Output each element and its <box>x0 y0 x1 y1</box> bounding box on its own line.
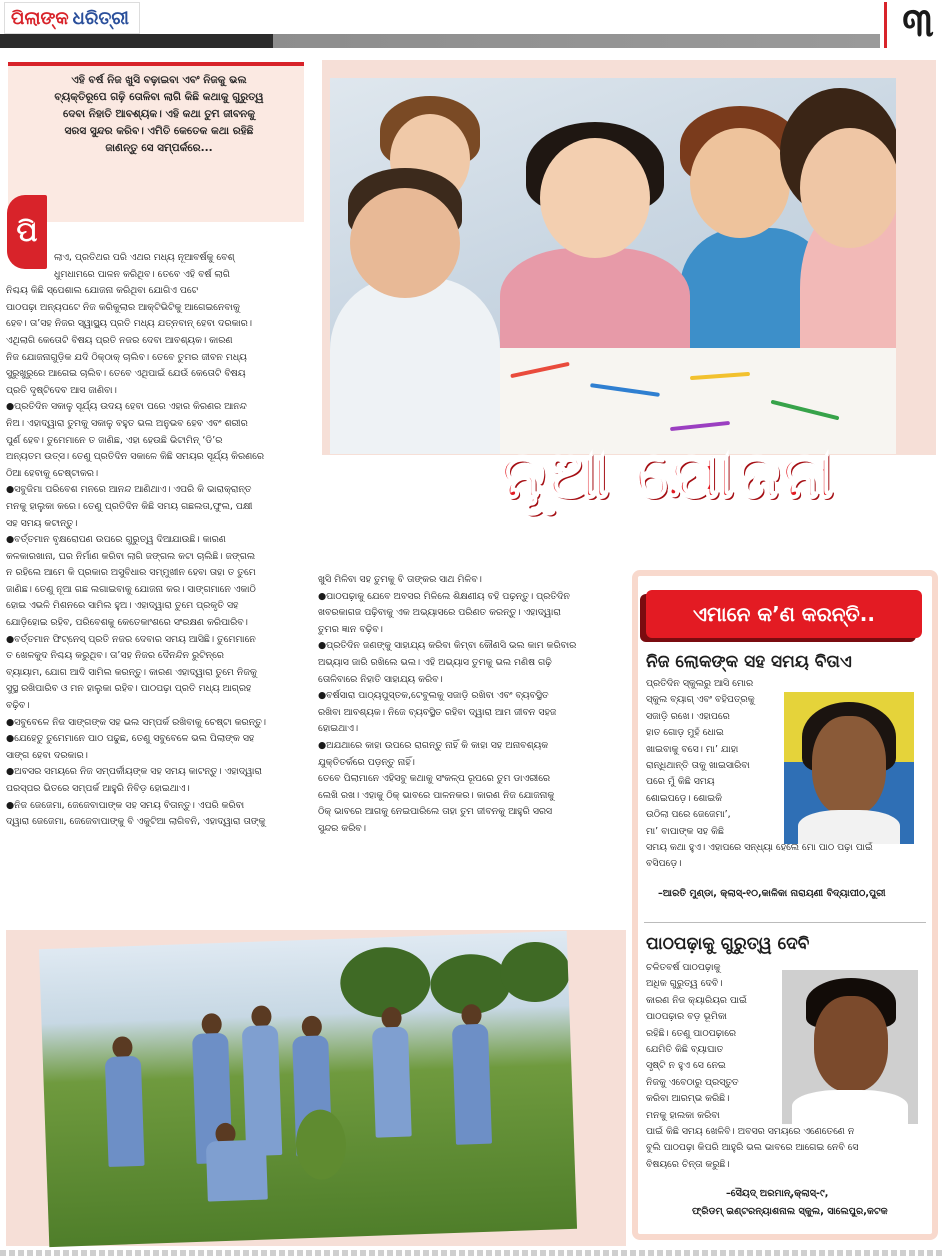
text-line: ଲେଖି ରଖ। ଏହାକୁ ଠିକ୍ ଭାବରେ ପାଳନକର। କାରଣ ନିଜ ଯୋଜନାକୁ <box>318 789 555 801</box>
text-line: ସ୍କୁଲ ବ୍ୟାଗ୍ ଏବଂ ବହିପତ୍ରକୁ <box>646 694 755 706</box>
masthead-logo <box>4 2 140 34</box>
intro-line: ଏହି ବର୍ଷ ନିଜ ଖୁସି ବଢ଼ାଇବା ଏବଂ ନିଜକୁ ଭଲ <box>71 74 247 86</box>
text-line: ●ଯେହେତୁ ତୁମେମାନେ ପାଠ ପଢୁଛ, ତେଣୁ ସବୁବେଳେ ଭଲ ପିଲାଙ୍କ ସହ <box>6 733 255 745</box>
text-line: ହେବ। ତା’ସହ ନିଜର ସ୍ୱାସ୍ଥ୍ୟ ପ୍ରତି ମଧ୍ୟ ଯତ୍ନବାନ୍ ହେବା ଦରକାର। <box>6 318 252 330</box>
text-line: କରିବା ଆରମ୍ଭ କରିଛି। <box>646 1093 730 1105</box>
text-line: ପ୍ରତିଦିନ ସ୍କୁଲରୁ ଆସି ମୋର <box>646 678 754 689</box>
text-line: ସୁନ୍ଦର କରିବ। <box>318 822 366 834</box>
story1-title: ନିଜ ଲୋକଙ୍କ ସହ ସମୟ ବିତାଏ <box>646 652 852 672</box>
text-line: ପରସ୍ପର ଭିତରେ ସମ୍ପର୍କ ଆହୁରି ନିବିଡ଼ ହୋଇଥାଏ। <box>6 783 190 794</box>
text-line: ସୁରୁଖୁରୁରେ ଆଗେଇ ଚାଲିବ। ତେବେ ଏଥିପାଇଁ ଯେଉଁ କେତୋଟି ବିଷୟ <box>6 368 246 380</box>
text-line: ରଖିବା ଆବଶ୍ୟକ। ନିଜେ ବ୍ୟବସ୍ଥିତ ରହିବା ଦ୍ୱାରା ଆମ ଜୀବନ ସହଜ <box>318 706 557 718</box>
text-line: ●ବର୍ତ୍ତମାନ ଫିଟ୍‌ନେସ୍ ପ୍ରତି ନଜର ଦେବାର ସମୟ ଆସିଛି। ତୁମେମାନେ <box>6 633 256 645</box>
text-line: ସହ ସମୟ କଟାନ୍ତୁ। <box>6 517 78 529</box>
text-line: ଠିଆ ହେବାକୁ ଚେଷ୍ଟାକର। <box>6 467 99 479</box>
text-line: ଅଧିକ ଗୁରୁତ୍ୱ ଦେବି। <box>646 978 723 990</box>
text-line: ସଜାଡ଼ି ରଖେ। ଏହାପରେ <box>646 710 730 722</box>
sidebar-divider <box>644 922 926 923</box>
text-line: ନିଅ। ଏହାଦ୍ୱାରା ତୁମକୁ ସକାଳୁ ବହୁତ ଭଲ ଅନୁଭବ ହେବ ଏବଂ ଶରୀର <box>6 417 248 429</box>
text-line: ●ନିଜ ଜେଜେମା, ଜେଜେବାପାଙ୍କ ସହ ସମୟ ବିତାନ୍ତୁ। ଏପରି କରିବା <box>6 799 245 811</box>
text-line: ପାଠପଢ଼ାର ବଡ଼ ଭୂମିକା <box>646 1011 727 1023</box>
text-line: ନ ରହିଲେ ଆମେ କି ପ୍ରକାର ଅସୁବିଧାର ସମ୍ମୁଖୀନ ହେବା ତାହା ତ ତୁମେ <box>6 567 256 579</box>
text-line: ଧୁମଧାମରେ ପାଳନ କରିଥିବ। ତେବେ ଏହି ବର୍ଷ ଲାଗି <box>54 268 230 280</box>
article-column-2 <box>318 572 616 838</box>
text-line: ●ବର୍ଷସାରା ପାଠ୍ୟପୁସ୍ତକ,ଟେବୁଲକୁ ସଜାଡ଼ି ରଖିବା ଏବଂ ବ୍ୟବସ୍ଥିତ <box>318 690 549 702</box>
text-line: ଠିକ୍ ଭାବରେ ଆଗକୁ ନେଇପାରିଲେ ତାହା ତୁମ ଜୀବନକୁ ଆହୁରି ସରସ <box>318 806 553 818</box>
story2-text-narrow <box>646 960 780 1124</box>
drop-cap: ପି <box>7 195 47 269</box>
text-line: ହାତ ଗୋଡ଼ ମୁହଁ ଧୋଇ <box>646 727 724 739</box>
text-line: ଜାଣିଛ। ତେଣୁ ନୂଆ ଗଛ ଲଗାଇବାକୁ ଯୋଜନା କର। ସାଙ୍ଗମାନେ ଏକାଠି <box>6 583 256 595</box>
text-line: ଦ୍ୱାରା ଜେଜେମା, ଜେଜେବାପାଙ୍କୁ ବି ଏକୁଟିଆ ଲାଗିବନି, ଏହାଦ୍ୱାରା ତାଙ୍କୁ <box>6 816 266 828</box>
intro-line: ଦେବା ନିହାତି ଆବଶ୍ୟକ। ଏହି କଥା ତୁମ ଜୀବନକୁ <box>62 108 256 120</box>
portrait-arati <box>784 692 914 844</box>
text-line: ●ସବୁବେଳେ ନିଜ ସାଙ୍ଗଙ୍କ ସହ ଭଲ ସମ୍ପର୍କ ରଖିବାକୁ ଚେଷ୍ଟା କରନ୍ତୁ। <box>6 716 266 728</box>
text-line: ●ପାଠପଢ଼ାକୁ ଯେବେ ଅବସର ମିଳିଲେ ଶିକ୍ଷଣୀୟ ବହି ପଢ଼ନ୍ତୁ। ପ୍ରତିଦିନ <box>318 590 570 602</box>
text-line: ପୁର୍ଣ ହେବ। ତୁମେମାନେ ତ ଜାଣିଛ, ଏହା ହେଉଛି ଭିଟାମିନ୍ ‘ଡି’ର <box>6 434 223 446</box>
intro-box <box>8 62 304 222</box>
text-line: ●ବର୍ତ୍ତମାନ ବୃକ୍ଷରୋପଣ ଉପରେ ଗୁରୁତ୍ୱ ଦିଆଯାଉଛି। କାରଣ <box>6 534 226 546</box>
tree-planting-photo <box>6 930 626 1246</box>
text-line: ସୃଷ୍ଟି ନ ହୁଏ ସେ ନେଇ <box>646 1060 726 1072</box>
text-line: ରହିଛି। ତେଣୁ ପାଠପଢ଼ାରେ <box>646 1027 737 1039</box>
text-line: ନିଶ୍ଚୟ କିଛି ସ୍ପେଶାଲ ଯୋଜନା କରିଥିବା ଯୋଗିଏ ପଟେ <box>6 285 199 297</box>
text-line: ରାନ୍ଧିଥାନ୍ତି ତାକୁ ଖାଇସାରିବା <box>646 759 750 771</box>
text-line: ତ ଖେଳକୁଦ ନିଶ୍ଚୟ କରୁଥିବ। ତା’ସହ ନିଜର ଦୈନନ୍ଦିନ ରୁଟିନ୍‌ରେ <box>6 650 224 662</box>
photo-frame <box>39 931 577 1247</box>
text-line: ପରେ ମୁଁ କିଛି ସମୟ <box>646 776 715 788</box>
text-line: ପାଠପଢ଼ା ଅନ୍ୟପଟେ ନିଜ କରିକୁଲାର ଆକ୍ଟିଭିଟିକୁ ଆଗେଇନେବାକୁ <box>6 301 240 313</box>
story2-credit-name: –ସୈୟଦ୍ ଅରମାନ୍,କ୍ଲାସ୍-୯, <box>726 1188 829 1199</box>
bottom-border <box>0 1250 945 1256</box>
text-line: ତେବେ ପିଲାମାନେ ଏହିସବୁ କଥାକୁ ସଂକଳ୍ପ ରୂପରେ ତୁମ ଡାଏରୀରେ <box>318 773 551 785</box>
children-drawing-photo <box>322 60 936 455</box>
masthead-part1: ପିଲାଙ୍କ <box>11 7 69 29</box>
text-line: ପାଇଁ କିଛି ସମୟ ଖେଳିବି। ଅବସର ସମୟରେ ଏଣେତେଣେ ନ <box>646 1126 855 1137</box>
text-line: ସାଙ୍ଗ ହେବା ଦରକାର। <box>6 749 88 761</box>
text-line: ଲାଏ, ପ୍ରତିଥର ପରି ଏଥର ମଧ୍ୟ ନୂଆବର୍ଷକୁ ବେଶ୍ <box>54 252 235 263</box>
masthead-part2: ଧରିତ୍ରୀ <box>72 7 129 29</box>
page-header <box>0 0 945 50</box>
text-line: ସମୟ କଥା ହୁଏ। ଏହାପରେ ସନ୍ଧ୍ୟା ହେଲେ ମୋ ପାଠ ପଢ଼ା ପାଇଁ <box>646 842 873 853</box>
text-line: ହୋଇଥାଏ। <box>318 723 359 735</box>
text-line: ବଢ଼ିବ। <box>6 700 30 712</box>
text-line: ବ୍ୟାୟାମ, ଯୋଗ ଆଦି ସାମିଲ କରନ୍ତୁ। କାରଣ ଏହାଦ୍ୱାରା ତୁମେ ନିଜକୁ <box>6 666 257 678</box>
story1-text-narrow <box>646 676 786 840</box>
text-line: ଅନ୍ୟତମ ଉତ୍ସ। ତେଣୁ ପ୍ରତିଦିନ ସକାଳେ କିଛି ସମୟର ସୂର୍ଯ୍ୟ କିରଣରେ <box>6 451 264 463</box>
text-line: ବସିପଡ଼େ। <box>646 858 682 870</box>
intro-line: ସରସ ସୁନ୍ଦର କରିବ। ଏମିତି କେତେକ କଥା ରହିଛି <box>64 125 254 137</box>
story2-text-wide <box>646 1124 928 1173</box>
article-column-1 <box>6 250 308 831</box>
text-line: ମନକୁ ହାଲକା କରିବା <box>646 1109 720 1121</box>
text-line: ●ପ୍ରତିଦିନ ଜଣଙ୍କୁ ସାହାଯ୍ୟ କରିବା କିମ୍ବା କୌଣସି ଭଲ କାମ କରିବାର <box>318 640 577 652</box>
intro-line: ବ୍ୟକ୍ତିରୂପେ ଗଢ଼ି ତୋଳିବା ଲାଗି କିଛି କଥାକୁ ଗୁରୁତ୍ୱ <box>54 91 264 103</box>
text-line: ●ଅବସର ସମୟରେ ନିଜ ସମ୍ପର୍କୀୟଙ୍କ ସହ ସମୟ କାଟନ୍ତୁ। ଏହାଦ୍ୱାରା <box>6 766 262 778</box>
story1-credit: –ଆରତି ମୁଣ୍ଡା, କ୍ଲାସ୍-୧୦,କାଳିକା ନାରାୟଣୀ ବିଦ୍ୟାପୀଠ,ପୁରୀ <box>658 888 886 899</box>
text-line: ଅଭ୍ୟାସ ଜାରି ରଖିଲେ ଭଲ। ଏହି ଅଭ୍ୟାସ ତୁମକୁ ଭଲ ମଣିଷ ଗଢ଼ି <box>318 656 552 668</box>
intro-text <box>28 72 290 157</box>
text-line: ଯେମିତି କିଛି ବ୍ୟାଘାତ <box>646 1043 724 1055</box>
text-line: ଉଠିଲା ପରେ ଜେଜେମା’, <box>646 809 731 821</box>
text-line: ଯୁକ୍ତିତର୍କରେ ପଡ଼ନ୍ତୁ ନାହିଁ। <box>318 756 415 768</box>
text-line: ଏଥିଲାଗି କେତୋଟି ବିଷୟ ପ୍ରତି ନଜର ଦେବା ଆବଶ୍ୟକ। କାରଣ <box>6 334 233 346</box>
text-line: ଚଳିତବର୍ଷ ପାଠପଢ଼ାକୁ <box>646 962 721 973</box>
page-number-rule <box>884 2 887 48</box>
text-line: କଳକାରଖାନା, ଘର ନିର୍ମାଣ କରିବା ଲାଗି ଜଙ୍ଗଲ କଟା ଚାଲିଛି। ଜଙ୍ଗଲ <box>6 550 256 562</box>
photo-frame <box>330 78 896 454</box>
text-line: ନିଜ ଯୋଜନାଗୁଡ଼ିକ ଯଦି ଠିକ୍‌ଠାକ୍ ଚାଲିବ। ତେବେ ତୁମର ଜୀବନ ମଧ୍ୟ <box>6 351 247 363</box>
headline: ନୂଆ ଯୋଜନା <box>500 438 836 513</box>
header-bar <box>0 34 880 48</box>
text-line: ଖୁସି ମିଳିବା ସହ ତୁମକୁ ବି ତାଙ୍କର ସାଥ ମିଳିବ। <box>318 574 482 585</box>
text-line: ଖାଇବାକୁ ବସେ। ମା’ ଯାହା <box>646 743 739 755</box>
text-line: ଖବରକାଗଜ ପଢ଼ିବାକୁ ଏକ ଅଭ୍ୟାସରେ ପରିଣତ କରନ୍ତୁ। ଏହାଦ୍ୱାରା <box>318 607 561 619</box>
text-line: ବିଷୟରେ ଚିନ୍ତା କରୁଛି। <box>646 1158 730 1170</box>
sidebar-box <box>632 570 938 1240</box>
portrait-syed <box>782 970 918 1124</box>
text-line: ପ୍ରତି ଦୃଷ୍ଟିଦେବ ଆସ ଜାଣିବା। <box>6 384 117 396</box>
text-line: ●ପ୍ରତିଦିନ ସକାଳୁ ସୂର୍ଯ୍ୟ ଉଦୟ ହେବା ପରେ ଏହାର କିରଣର ଆନନ୍ଦ <box>6 401 247 413</box>
text-line: ମା’ ବାପାଙ୍କ ସହ କିଛି <box>646 825 724 837</box>
text-line: ●ସବୁଜିମା ପରିବେଶ ମନରେ ଆନନ୍ଦ ଆଣିଥାଏ। ଏପରି କି ଭାରାକ୍ରାନ୍ତ <box>6 484 252 496</box>
intro-line: ଜାଣନ୍ତୁ ସେ ସମ୍ପର୍କରେ... <box>105 142 213 154</box>
story1-text-wide <box>646 840 928 873</box>
page-number: ୩ <box>902 0 934 46</box>
text-line: ତୁମର ଜ୍ଞାନ ବଢ଼ିବ। <box>318 623 383 635</box>
text-line: ହୋଇ ଏଭଳି ମିଶନରେ ସାମିଲ ହୁଅ। ଏହାଦ୍ୱାରା ତୁମେ ପ୍ରକୃତି ସହ <box>6 600 239 612</box>
text-line: ସୁସ୍ଥ ରଖିପାରିବ ଓ ମନ ହାଲୁକା ରହିବ। ପାଠପଢ଼ା ପ୍ରତି ମଧ୍ୟ ଆଗ୍ରହ <box>6 683 252 695</box>
story2-credit-school: ଫ୍ରିଡମ୍ ଇଣ୍ଟରନ୍ୟାଶନାଲ ସ୍କୁଲ, ସାଲେପୁର,କଟକ <box>692 1206 888 1217</box>
story2-title: ପାଠପଢ଼ାକୁ ଗୁରୁତ୍ୱ ଦେବି <box>646 934 810 954</box>
text-line: ●ଅଯଥାରେ କାହା ଉପରେ ରାଗନ୍ତୁ ନାହିଁ କି କାହା ସହ ଅନାବଶ୍ୟକ <box>318 739 549 751</box>
text-line: ମନକୁ ହାଲୁକା କରେ। ତେଣୁ ପ୍ରତିଦିନ କିଛି ସମୟ ଗଛଲତା,ଫୁଲ, ପକ୍ଷୀ <box>6 500 253 512</box>
text-line: ନିଜକୁ ଏବେଠାରୁ ପ୍ରସ୍ତୁତ <box>646 1076 739 1088</box>
sidebar-banner: ଏମାନେ କ’ଣ କରନ୍ତି.. <box>646 590 922 638</box>
text-line: ଶୋଇପଡ଼େ। ଶୋଇକି <box>646 792 723 804</box>
text-line: କାରଣ ନିଜ କ୍ୟାରିୟର ପାଇଁ <box>646 994 747 1006</box>
text-line: ତୋଳିବାରେ ନିହାତି ସାହାଯ୍ୟ କରିବ। <box>318 673 443 685</box>
text-line: ବୁଲି ପାଠପଢ଼ା କିପରି ଆହୁରି ଭଲ ଭାବରେ ଆଗେଇ ନେବି ସେ <box>646 1142 859 1154</box>
text-line: ଯୋଡ଼ିହୋଇ ରହିବ, ପରିବେଶକୁ କେତେକାଂଶରେ ସଂରକ୍ଷଣ କରିପାରିବ। <box>6 617 248 629</box>
